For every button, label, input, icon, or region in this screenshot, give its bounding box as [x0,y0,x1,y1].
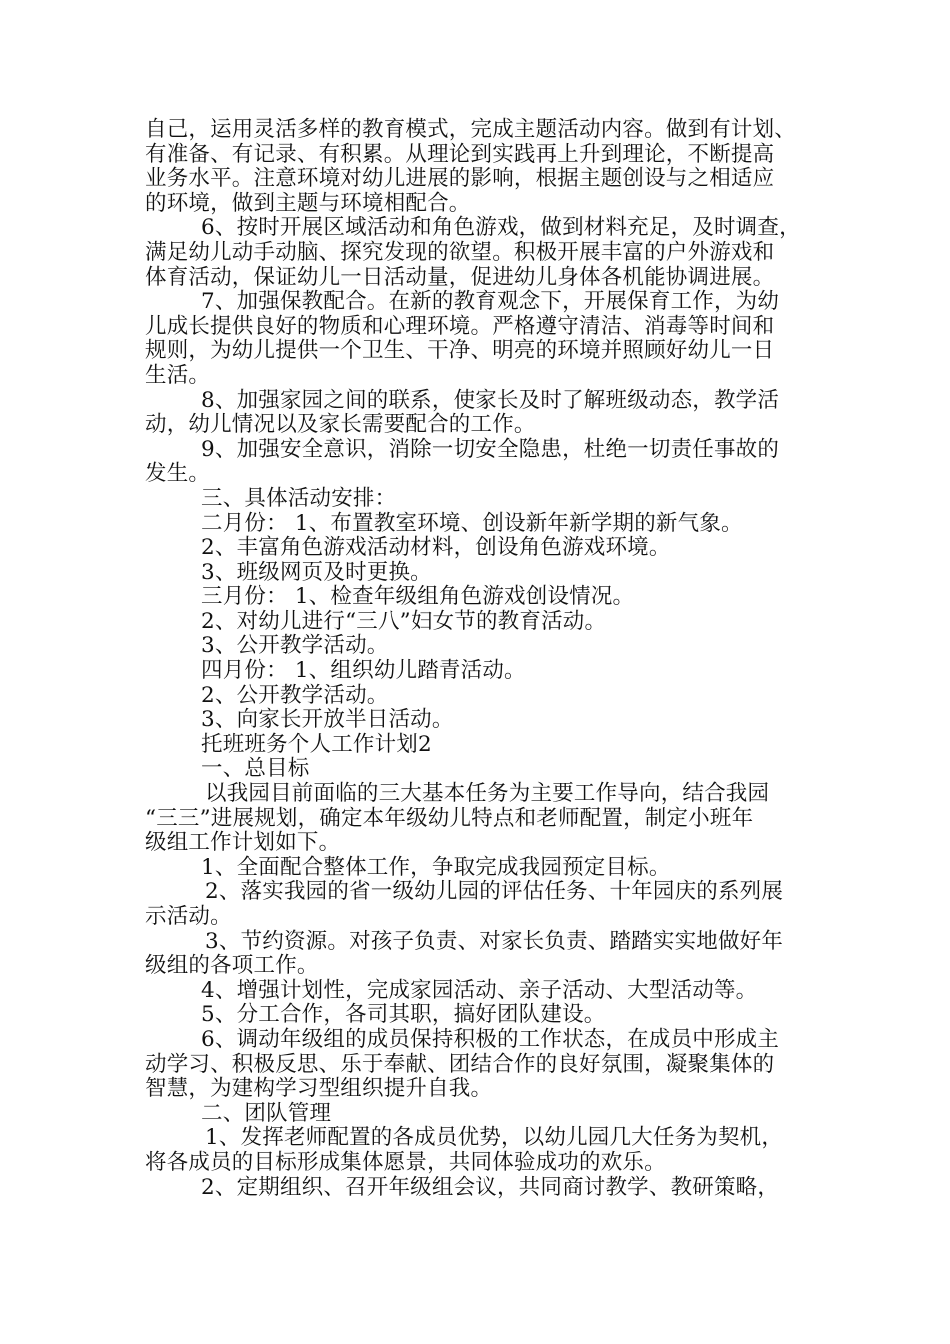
paragraph [145,684,810,709]
text-line: 6、按时开展区域活动和角色游戏，做到材料充足，及时调查， [201,215,801,241]
text-line: 将各成员的目标形成集体愿景，共同体验成功的欢乐。 [145,1149,666,1175]
text-line: 业务水平。注意环境对幼儿进展的影响，根据主题创设与之相适应 [145,166,775,192]
text-line: 儿成长提供良好的物质和心理环境。严格遵守清洁、消毒等时间和 [145,313,775,339]
paragraph [145,757,810,782]
paragraph [145,512,810,537]
paragraph [145,930,810,979]
paragraph [145,856,810,881]
text-line: 自己，运用灵活多样的教育模式，完成主题活动内容。做到有计划、 [145,117,797,142]
text-line: 8、加强家园之间的联系，使家长及时了解班级动态，教学活 [201,387,780,413]
text-line: 级组工作计划如下。 [145,830,341,856]
paragraph [145,1176,810,1201]
text-line: 四月份： 1、组织幼儿踏青活动。 [201,658,526,684]
text-line: 6、调动年级组的成员保持积极的工作状态，在成员中形成主 [201,1026,780,1052]
text-line: 1、全面配合整体工作，争取完成我园预定目标。 [201,854,671,880]
paragraph [145,1102,810,1127]
paragraph [145,979,810,1004]
text-line: 以我园目前面临的三大基本任务为主要工作导向，结合我园 [205,781,770,807]
paragraph [145,536,810,561]
paragraph [145,1028,810,1102]
text-line: 生活。 [145,362,211,388]
text-line: 满足幼儿动手动脑、探究发现的欲望。积极开展丰富的户外游戏和 [145,239,775,265]
paragraph [145,438,810,487]
text-line: 三、具体活动安排： [201,485,397,511]
paragraph [145,118,810,216]
text-line: 二、团队管理 [201,1100,332,1126]
paragraph [145,290,810,388]
text-line: 7、加强保教配合。在新的教育观念下，开展保育工作，为幼 [201,289,780,315]
text-line: 2、丰富角色游戏活动材料，创设角色游戏环境。 [201,535,671,561]
text-line: 1、发挥老师配置的各成员优势，以幼儿园几大任务为契机， [205,1125,784,1151]
paragraph [145,634,810,659]
text-line: 二月份： 1、布置教室环境、创设新年新学期的新气象。 [201,510,743,536]
text-line: 示活动。 [145,904,232,929]
document-page [145,118,810,1200]
text-line: 2、定期组织、召开年级组会议，共同商讨教学、教研策略， [201,1174,780,1200]
text-line: 级组的各项工作。 [145,953,319,979]
text-line: 一、总目标 [201,756,310,782]
text-line: 三月份： 1、检查年级组角色游戏创设情况。 [201,584,635,610]
paragraph [145,782,810,856]
paragraph [145,610,810,635]
text-line: 托班班务个人工作计划2 [201,731,432,757]
paragraph [145,1003,810,1028]
text-line: 发生。 [145,461,211,487]
text-line: 2、落实我园的省一级幼儿园的评估任务、十年园庆的系列展 [205,879,784,905]
text-line: 的环境，做到主题与环境相配合。 [145,190,471,216]
paragraph [145,659,810,684]
text-line: 动，幼儿情况以及家长需要配合的工作。 [145,412,536,438]
paragraph [145,389,810,438]
text-line: 5、分工合作，各司其职，搞好团队建设。 [201,1002,606,1028]
text-line: 规则，为幼儿提供一个卫生、干净、明亮的环境并照顾好幼儿一日 [145,338,775,364]
text-line: 9、加强安全意识，消除一切安全隐患，杜绝一切责任事故的 [201,436,780,462]
text-line: 3、公开教学活动。 [201,633,389,659]
text-line: 3、向家长开放半日活动。 [201,707,454,733]
paragraph [145,880,810,929]
text-line: 动学习、积极反思、乐于奉献、团结合作的良好氛围，凝聚集体的 [145,1051,775,1077]
text-line: “三三”进展规划，确定本年级幼儿特点和老师配置，制定小班年 [145,805,754,831]
paragraph [145,585,810,610]
text-line: 2、公开教学活动。 [201,682,389,708]
text-line: 4、增强计划性，完成家园活动、亲子活动、大型活动等。 [201,977,758,1003]
paragraph [145,216,810,290]
text-line: 智慧，为建构学习型组织提升自我。 [145,1076,493,1102]
text-line: 3、班级网页及时更换。 [201,559,432,585]
paragraph [145,561,810,586]
text-line: 体育活动，保证幼儿一日活动量，促进幼儿身体各机能协调进展。 [145,264,775,290]
paragraph [145,1126,810,1175]
text-line: 2、对幼儿进行“三八”妇女节的教育活动。 [201,608,607,634]
paragraph [145,733,810,758]
paragraph [145,708,810,733]
paragraph [145,487,810,512]
text-line: 有准备、有记录、有积累。从理论到实践再上升到理论，不断提高 [145,141,775,167]
text-line: 3、节约资源。对孩子负责、对家长负责、踏踏实实地做好年 [205,928,784,954]
